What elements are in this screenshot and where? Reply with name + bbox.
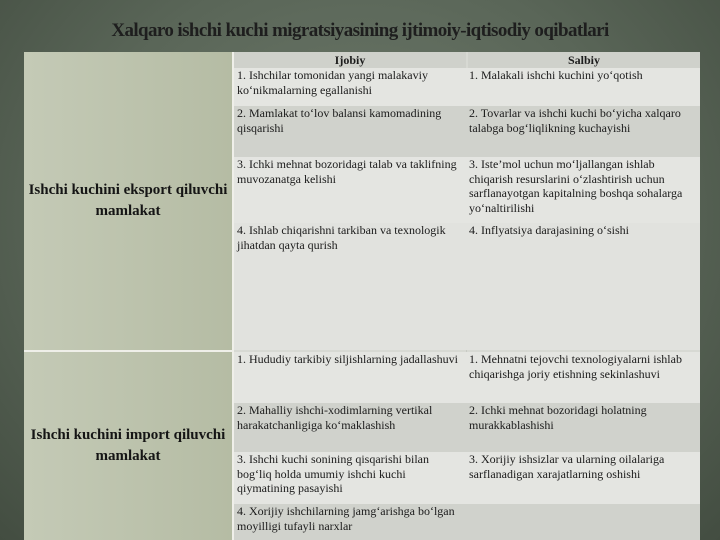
import-negative-3: 3. Xorijiy ishsizlar va ularning oilalariga sarflanadigan xarajatlarning oshishi — [466, 452, 700, 504]
import-positive-4: 4. Xorijiy ishchilarning jamg‘arishga bo‘lgan moyilligi tufayli narxlar — [234, 504, 466, 540]
import-positive-1: 1. Hududiy tarkibiy siljishlarning jadallashuvi — [234, 352, 466, 403]
export-positive-3: 3. Ichki mehnat bozoridagi talab va taklifning muvozanatga kelishi — [234, 157, 466, 223]
positive-header: Ijobiy — [234, 52, 466, 68]
import-negative-2: 2. Ichki mehnat bozoridagi holatning murakkablashishi — [466, 403, 700, 452]
import-positive-3: 3. Ishchi kuchi sonining qisqarishi bilan bog‘liq holda umumiy ishchi kuchi qiymatining pasayishi — [234, 452, 466, 504]
import-positive-2: 2. Mahalliy ishchi-xodimlarning vertikal harakatchanligiga ko‘maklashish — [234, 403, 466, 452]
export-negative-4: 4. Inflyatsiya darajasining o‘sishi — [466, 223, 700, 350]
export-negative-1: 1. Malakali ishchi kuchini yo‘qotish — [466, 68, 700, 106]
negative-header: Salbiy — [468, 52, 700, 68]
import-negative-4-empty — [466, 504, 700, 540]
export-negative-3: 3. Iste’mol uchun mo‘ljallangan ishlab chiqarish resurslarini o‘zlashtirish uchun sarflanayotgan kapitalning boshqa sohalarga yo‘naltirilishi — [466, 157, 700, 223]
export-negative-2: 2. Tovarlar va ishchi kuchi bo‘yicha xalqaro talabga bog‘liqlikning kuchayishi — [466, 106, 700, 157]
migration-table — [24, 52, 700, 540]
import-country-label: Ishchi kuchini import qiluvchi mamlakat — [24, 352, 234, 540]
import-negative-1: 1. Mehnatni tejovchi texnologiyalarni ishlab chiqarishga joriy etishning sekinlashuvi — [466, 352, 700, 403]
export-positive-1: 1. Ishchilar tomonidan yangi malakaviy ko‘nikmalarning egallanishi — [234, 68, 466, 106]
export-positive-2: 2. Mamlakat to‘lov balansi kamomadining qisqarishi — [234, 106, 466, 157]
export-country-label: Ishchi kuchini eksport qiluvchi mamlakat — [24, 52, 234, 352]
export-positive-4: 4. Ishlab chiqarishni tarkiban va texnologik jihatdan qayta qurish — [234, 223, 466, 350]
page-title: Xalqaro ishchi kuchi migratsiyasining ijtimoiy-iqtisodiy oqibatlari — [111, 20, 609, 41]
